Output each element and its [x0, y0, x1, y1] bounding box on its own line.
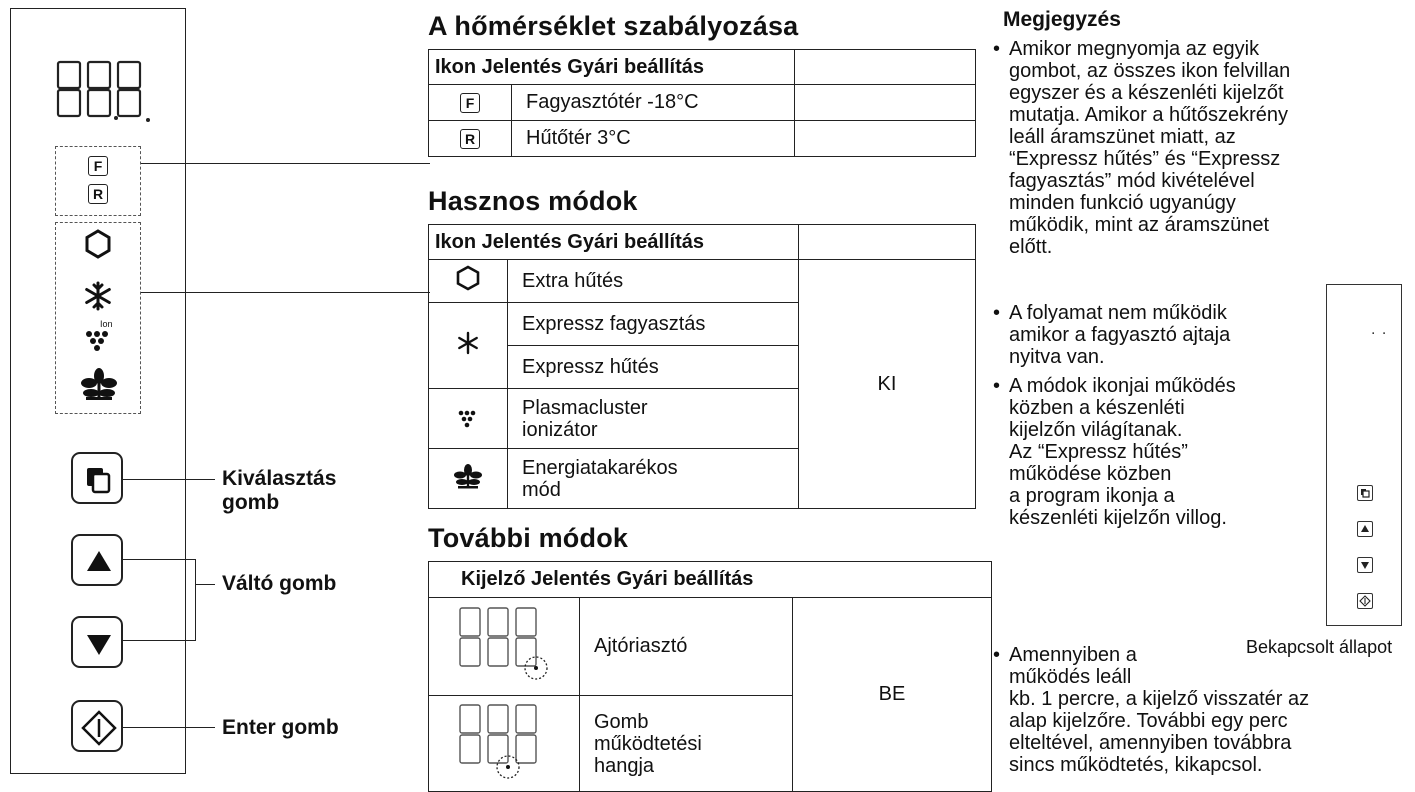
connector-line: [195, 559, 196, 641]
temp-row-label: Hűtőtér 3°C: [512, 121, 795, 157]
connector-line: [123, 479, 215, 480]
more-modes-table: [428, 561, 992, 792]
note-line: működése közben: [1009, 463, 1172, 485]
display-digits-icon: [454, 604, 554, 684]
more-table-header: Kijelző Jelentés Gyári beállítás: [429, 562, 992, 598]
up-button[interactable]: [71, 534, 123, 586]
table-row: [429, 121, 976, 157]
more-section-title: További módok: [428, 523, 629, 553]
standby-display-panel: [1326, 284, 1402, 626]
bullet: •: [993, 644, 1001, 666]
mode-label-line: működtetési: [594, 732, 702, 755]
ion-grapes-icon: [80, 318, 120, 356]
note-line: fagyasztás” mód kivételével: [1009, 170, 1255, 192]
select-button-label: Kiválasztás gomb: [222, 467, 337, 514]
temp-section-title: A hőmérséklet szabályozása: [428, 11, 799, 41]
note-line: Amennyiben a: [1009, 644, 1137, 666]
note-1: [993, 38, 1291, 258]
select-button[interactable]: [71, 452, 123, 504]
mode-label-line: Plasmacluster: [522, 396, 648, 419]
triangle-up-icon: [1357, 521, 1373, 537]
mode-label: Expressz hűtés: [508, 346, 799, 389]
note-line: minden funkció ugyanúgy: [1009, 192, 1236, 214]
more-default: BE: [793, 598, 992, 792]
mode-label-line: mód: [522, 478, 561, 501]
note-line: előtt.: [1009, 236, 1053, 258]
note-line: működik, mint az áramszünet: [1009, 214, 1270, 236]
connector-line: [123, 640, 195, 641]
mode-label: Expressz fagyasztás: [508, 303, 799, 346]
connector-line: [141, 292, 430, 293]
table-row: [429, 85, 976, 121]
notes-title: Megjegyzés: [1003, 8, 1121, 31]
note-line: mutatja. Amikor a hűtőszekrény: [1009, 104, 1289, 126]
note-3: [993, 375, 1236, 529]
enter-diamond-icon: [1357, 593, 1373, 609]
ion-label: Ion: [100, 319, 113, 329]
note-line: Az “Expressz hűtés”: [1009, 441, 1188, 463]
standby-caption: Bekapcsolt állapot: [1246, 637, 1393, 657]
mode-label-button-sound: [580, 696, 793, 792]
select-copy-icon: [1357, 485, 1373, 501]
note-line: kijelzőn világítanak.: [1009, 419, 1183, 441]
useful-table-header: Ikon Jelentés Gyári beállítás: [429, 225, 799, 260]
table-row: [429, 260, 976, 303]
note-2: [993, 302, 1231, 368]
bullet: •: [993, 38, 1001, 60]
snowflake-icon: [456, 331, 480, 355]
useful-default: KI: [799, 260, 976, 509]
useful-modes-table: [428, 224, 976, 509]
note-line: alap kijelzőre. További egy perc: [1009, 710, 1288, 732]
mode-label-energy: [508, 449, 799, 509]
enter-button[interactable]: [71, 700, 123, 752]
eco-leaf-icon: [453, 462, 483, 490]
note-line: készenléti kijelzőn villog.: [1009, 507, 1227, 529]
note-line: A módok ikonjai működés: [1009, 375, 1236, 397]
freezer-F-icon: F: [460, 93, 480, 113]
connector-line: [195, 584, 215, 585]
triangle-down-icon: [73, 618, 125, 670]
mode-label: Ajtóriasztó: [580, 598, 793, 696]
extra-cooling-hexagon-icon: [82, 228, 114, 260]
note-4: [993, 644, 1310, 776]
snowflake-icon: [82, 280, 114, 312]
freezer-F-icon: F: [88, 156, 108, 176]
triangle-down-icon: [1357, 557, 1373, 573]
note-line: amikor a fagyasztó ajtaja: [1009, 324, 1231, 346]
triangle-up-icon: [73, 536, 125, 588]
note-line: “Expressz hűtés” és “Expressz: [1009, 148, 1281, 170]
down-button[interactable]: [71, 616, 123, 668]
mode-label-plasmacluster: [508, 389, 799, 449]
connector-line: [123, 727, 215, 728]
temp-row-label: Fagyasztótér -18°C: [512, 85, 795, 121]
temp-table: [428, 49, 976, 157]
bullet: •: [993, 375, 1001, 397]
note-line: kb. 1 percre, a kijelző visszatér az: [1009, 688, 1310, 710]
note-line: gombot, az összes ikon felvillan: [1009, 60, 1291, 82]
note-line: Amikor megnyomja az egyik: [1009, 38, 1260, 60]
note-line: sincs működtetés, kikapcsol.: [1009, 754, 1263, 776]
enter-diamond-icon: [73, 702, 125, 754]
connector-line: [123, 559, 195, 560]
note-line: egyszer és a készenléti kijelzőt: [1009, 82, 1284, 104]
note-line: A folyamat nem működik: [1009, 302, 1227, 324]
note-line: működés leáll: [1009, 666, 1132, 688]
useful-section-title: Hasznos módok: [428, 186, 638, 216]
fridge-R-icon: R: [460, 129, 480, 149]
enter-button-label: Enter gomb: [222, 716, 339, 739]
note-line: a program ikonja a: [1009, 485, 1175, 507]
bullet: •: [993, 302, 1001, 324]
extra-cooling-hexagon-icon: [455, 265, 481, 291]
ion-grapes-icon: [453, 402, 483, 430]
mode-label: Extra hűtés: [508, 260, 799, 303]
mode-label-line: Energiatakarékos: [522, 456, 678, 479]
mode-label-line: hangja: [594, 754, 655, 777]
mode-label-line: ionizátor: [522, 418, 598, 441]
display-digits-icon: [56, 58, 152, 124]
standby-dots: . .: [1371, 321, 1388, 338]
temp-table-header: Ikon Jelentés Gyári beállítás: [429, 50, 795, 85]
note-line: elteltével, amennyiben továbbra: [1009, 732, 1292, 754]
fridge-R-icon: R: [88, 184, 108, 204]
select-copy-icon: [73, 454, 125, 506]
eco-leaf-icon: [80, 366, 118, 402]
note-line: leáll áramszünet miatt, az: [1009, 126, 1236, 148]
connector-line: [141, 163, 430, 164]
toggle-button-label: Váltó gomb: [222, 572, 337, 595]
mode-label-line: Gomb: [594, 710, 649, 733]
display-digits-icon: [454, 701, 554, 781]
note-line: nyitva van.: [1009, 346, 1105, 368]
note-line: közben a készenléti: [1009, 397, 1185, 419]
table-row: [429, 598, 992, 696]
